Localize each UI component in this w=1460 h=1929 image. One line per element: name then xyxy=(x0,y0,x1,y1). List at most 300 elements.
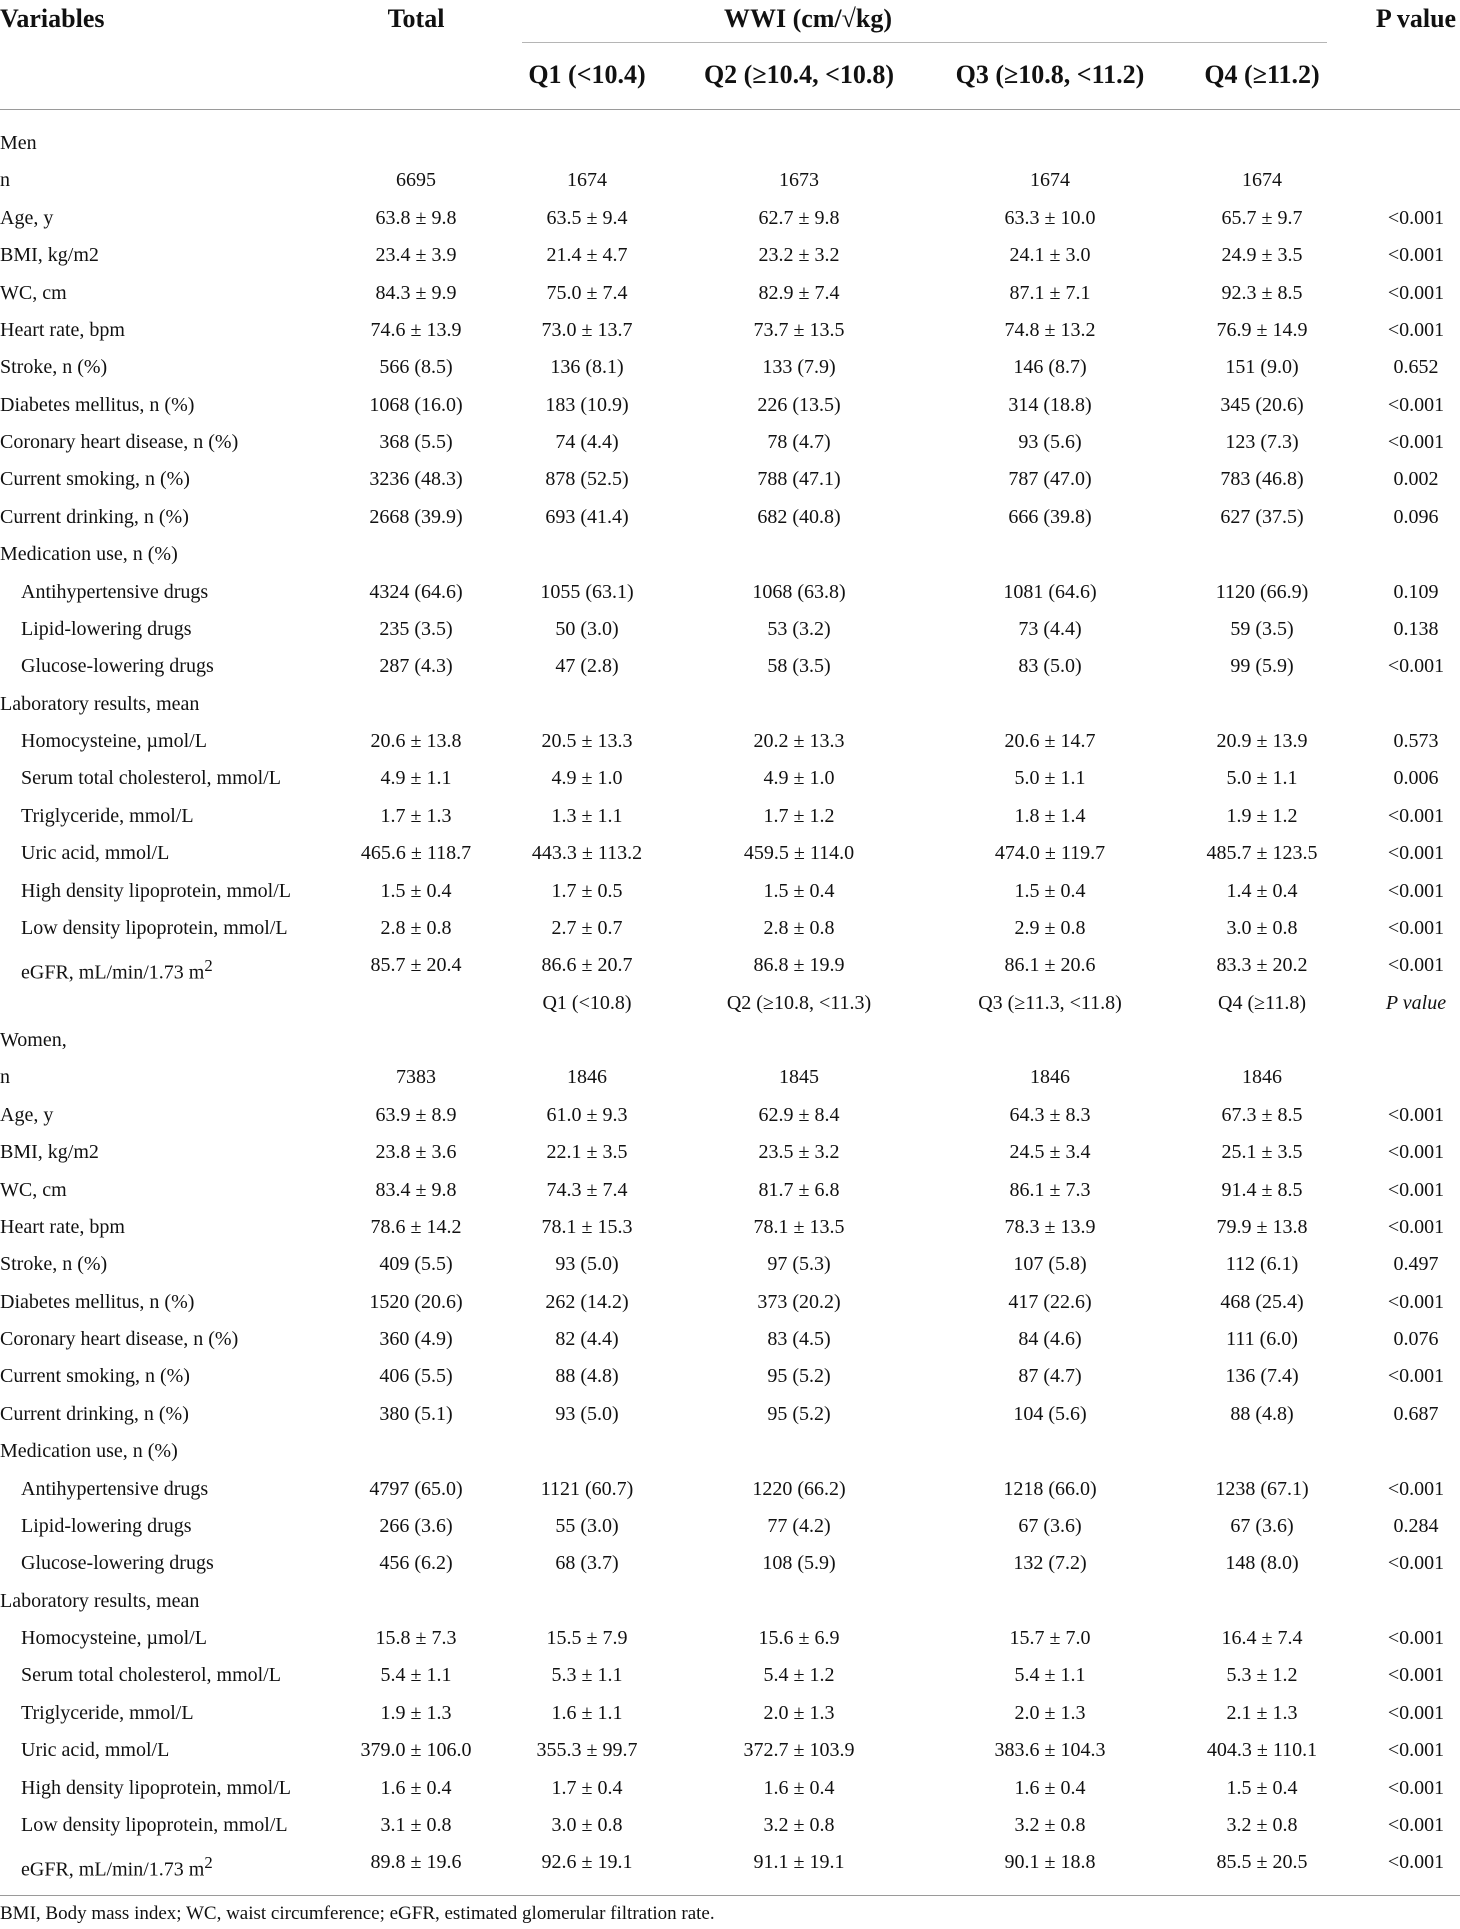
cell-q3: 3.2 ± 0.8 xyxy=(1014,1813,1086,1836)
cell-q4: 91.4 ± 8.5 xyxy=(1221,1178,1303,1201)
cell-q3: 1.6 ± 0.4 xyxy=(1014,1776,1086,1799)
bottom-rule xyxy=(0,1895,1460,1896)
cell-total: 83.4 ± 9.8 xyxy=(375,1178,457,1201)
row-label xyxy=(0,1172,67,1209)
cell-q1: 82 (4.4) xyxy=(555,1328,619,1350)
cell-pvalue: <0.001 xyxy=(1387,804,1445,827)
cell-q4: 5.3 ± 1.2 xyxy=(1226,1664,1298,1687)
cell-q1: 73.0 ± 13.7 xyxy=(541,318,633,341)
cell-q1: 47 (2.8) xyxy=(555,655,619,678)
row-label-text: Current drinking, n (%) xyxy=(0,505,189,528)
cell-q2: Q2 (≥10.8, <11.3) xyxy=(726,991,872,1014)
row-label xyxy=(0,387,194,424)
cell-q3: 15.7 ± 7.0 xyxy=(1009,1627,1091,1649)
row-label-text: BMI, kg/m2 xyxy=(0,244,99,267)
cell-q2: 95 (5.2) xyxy=(767,1402,831,1425)
row-label xyxy=(0,1284,194,1321)
cell-q1: 74.3 ± 7.4 xyxy=(546,1178,628,1201)
row-label xyxy=(21,1732,169,1769)
row-label xyxy=(0,349,107,386)
cell-q2: 20.2 ± 13.3 xyxy=(753,730,845,752)
cell-q3: 787 (47.0) xyxy=(1008,468,1092,491)
row-label-text: Heart rate, bpm xyxy=(0,318,125,341)
row-label-text: n xyxy=(0,1066,10,1089)
section-row xyxy=(0,1022,1460,1059)
cell-q1: 136 (8.1) xyxy=(550,356,624,379)
cell-q2: 15.6 ± 6.9 xyxy=(758,1627,840,1649)
cell-q1: 2.7 ± 0.7 xyxy=(551,916,623,939)
cell-q2: 226 (13.5) xyxy=(757,393,841,416)
cell-q1: 78.1 ± 15.3 xyxy=(541,1215,633,1238)
cell-q3: 666 (39.8) xyxy=(1008,505,1092,528)
cell-q3: 87.1 ± 7.1 xyxy=(1009,281,1091,304)
cell-total: 465.6 ± 118.7 xyxy=(360,842,472,865)
cell-pvalue: 0.497 xyxy=(1393,1253,1439,1276)
cell-q4: 148 (8.0) xyxy=(1225,1552,1299,1575)
row-label xyxy=(0,499,189,536)
cell-q4: 468 (25.4) xyxy=(1220,1290,1304,1313)
cell-q2: 82.9 ± 7.4 xyxy=(758,281,840,304)
section-label: Women, xyxy=(0,1029,67,1051)
table-row xyxy=(0,760,1460,797)
row-label xyxy=(21,574,208,611)
cell-total: 2.8 ± 0.8 xyxy=(380,916,452,939)
table-row xyxy=(0,1358,1460,1395)
row-label-text: Diabetes mellitus, n (%) xyxy=(0,1290,195,1313)
cell-q3: 90.1 ± 18.8 xyxy=(1004,1851,1096,1874)
section-row xyxy=(0,1583,1460,1620)
table-row xyxy=(0,312,1460,349)
cell-q4: Q4 (≥11.8) xyxy=(1218,991,1306,1014)
cell-q3: 86.1 ± 7.3 xyxy=(1009,1178,1091,1201)
cell-q4: 3.0 ± 0.8 xyxy=(1226,916,1298,939)
cell-total: 1520 (20.6) xyxy=(369,1290,463,1313)
cell-total: 7383 xyxy=(396,1066,436,1089)
cell-q2: 1220 (66.2) xyxy=(752,1477,846,1500)
cell-q2: 23.5 ± 3.2 xyxy=(758,1141,840,1164)
cell-q3: 383.6 ± 104.3 xyxy=(994,1739,1106,1762)
table-row xyxy=(0,1695,1460,1732)
cell-q1: 355.3 ± 99.7 xyxy=(536,1739,638,1762)
cell-pvalue: <0.001 xyxy=(1387,1664,1445,1687)
cell-q3: 63.3 ± 10.0 xyxy=(1004,206,1096,229)
cell-q1: 1055 (63.1) xyxy=(540,580,634,603)
cell-total: 5.4 ± 1.1 xyxy=(380,1664,452,1687)
cell-pvalue: 0.076 xyxy=(1393,1328,1439,1350)
table-row xyxy=(0,1172,1460,1209)
cell-pvalue: 0.109 xyxy=(1393,580,1439,603)
cell-q2: 78.1 ± 13.5 xyxy=(753,1215,845,1238)
cell-pvalue: P value xyxy=(1385,991,1447,1014)
table-row xyxy=(0,723,1460,760)
cell-q4: 1.9 ± 1.2 xyxy=(1226,804,1298,827)
cell-pvalue: 0.652 xyxy=(1393,356,1439,379)
table-row xyxy=(0,947,1460,984)
cell-q1: 1846 xyxy=(567,1066,607,1089)
cell-q1: 74 (4.4) xyxy=(555,431,619,453)
section-row xyxy=(0,1433,1460,1470)
cell-q1: 1.7 ± 0.5 xyxy=(551,879,623,902)
cell-q1: 75.0 ± 7.4 xyxy=(546,281,628,304)
cell-q2: 91.1 ± 19.1 xyxy=(753,1851,845,1874)
row-label-text: BMI, kg/m2 xyxy=(0,1141,99,1164)
cell-total: 84.3 ± 9.9 xyxy=(375,281,457,304)
table-row xyxy=(0,349,1460,386)
section-label: Medication use, n (%) xyxy=(0,543,178,566)
cell-q2: 58 (3.5) xyxy=(767,655,831,678)
cell-pvalue: 0.573 xyxy=(1393,730,1439,752)
cell-q2: 1.7 ± 1.2 xyxy=(763,804,835,827)
cell-pvalue: <0.001 xyxy=(1387,655,1445,678)
cell-q3: 107 (5.8) xyxy=(1013,1253,1087,1276)
cell-total: 368 (5.5) xyxy=(379,431,453,453)
cell-total: 6695 xyxy=(396,169,436,192)
cell-q4: 92.3 ± 8.5 xyxy=(1221,281,1303,304)
cell-total: 1068 (16.0) xyxy=(369,393,463,416)
row-label-superscript: 2 xyxy=(204,956,213,976)
header-wwi: WWI (cm/√kg) xyxy=(723,4,893,33)
row-label-text: Age, y xyxy=(0,206,54,229)
row-label xyxy=(0,461,190,498)
cell-q2: 97 (5.3) xyxy=(767,1253,831,1276)
row-label xyxy=(21,648,214,685)
row-label xyxy=(0,1134,99,1171)
row-label-text: Current smoking, n (%) xyxy=(0,468,190,491)
cell-total: 20.6 ± 13.8 xyxy=(370,730,462,752)
cell-pvalue: <0.001 xyxy=(1387,1365,1445,1388)
cell-q4: 83.3 ± 20.2 xyxy=(1216,954,1308,977)
cell-q1: 1121 (60.7) xyxy=(540,1477,634,1500)
table-row xyxy=(0,574,1460,611)
row-label-text: Lipid-lowering drugs xyxy=(21,617,192,640)
cell-q4: 76.9 ± 14.9 xyxy=(1216,318,1308,341)
row-label xyxy=(21,873,291,910)
cell-q2: 2.8 ± 0.8 xyxy=(763,916,835,939)
cell-total: 380 (5.1) xyxy=(379,1402,453,1425)
cell-q3: 20.6 ± 14.7 xyxy=(1004,730,1096,752)
row-label-text: Diabetes mellitus, n (%) xyxy=(0,393,195,416)
row-label-text: eGFR, mL/min/1.73 m xyxy=(21,1858,205,1881)
cell-total: 23.8 ± 3.6 xyxy=(375,1141,457,1164)
cell-pvalue: <0.001 xyxy=(1387,318,1445,341)
cell-pvalue: <0.001 xyxy=(1387,1477,1445,1500)
row-label-text: Low density lipoprotein, mmol/L xyxy=(21,1813,288,1836)
cell-q3: Q3 (≥11.3, <11.8) xyxy=(978,991,1122,1014)
cell-total: 235 (3.5) xyxy=(379,617,453,640)
wwi-underline xyxy=(522,42,1327,43)
cell-q2: 1068 (63.8) xyxy=(752,580,846,603)
cell-q4: 1.4 ± 0.4 xyxy=(1226,879,1298,902)
table-row xyxy=(0,162,1460,199)
cell-total: 74.6 ± 13.9 xyxy=(370,318,462,341)
cell-total: 1.6 ± 0.4 xyxy=(380,1776,452,1799)
table-row xyxy=(0,1732,1460,1769)
row-label xyxy=(21,910,288,947)
row-label-text: Stroke, n (%) xyxy=(0,1253,108,1276)
table-row xyxy=(0,461,1460,498)
cell-q4: 20.9 ± 13.9 xyxy=(1216,730,1308,752)
table-row xyxy=(0,1246,1460,1283)
row-label-text: Antihypertensive drugs xyxy=(21,580,209,603)
cell-q1: 93 (5.0) xyxy=(555,1402,619,1425)
cell-q4: 5.0 ± 1.1 xyxy=(1226,767,1298,790)
footnote: BMI, Body mass index; WC, waist circumference; eGFR, estimated glomerular filtration rate. xyxy=(0,1903,715,1924)
row-label-text: Triglyceride, mmol/L xyxy=(21,1701,194,1724)
row-label xyxy=(21,1657,281,1694)
row-label-text: Homocysteine, µmol/L xyxy=(21,730,207,752)
table-row xyxy=(0,275,1460,312)
table-row xyxy=(0,1657,1460,1694)
cell-q3: 84 (4.6) xyxy=(1018,1328,1082,1350)
cell-q3: 74.8 ± 13.2 xyxy=(1004,318,1096,341)
row-label-text: WC, cm xyxy=(0,1178,67,1201)
table-row xyxy=(0,1059,1460,1096)
cell-pvalue: <0.001 xyxy=(1387,879,1445,902)
row-label xyxy=(21,723,207,760)
row-label-text: Uric acid, mmol/L xyxy=(21,1739,170,1762)
table-row xyxy=(0,387,1460,424)
header-total: Total xyxy=(387,4,445,33)
row-label-text: Lipid-lowering drugs xyxy=(21,1514,192,1537)
cell-q3: 64.3 ± 8.3 xyxy=(1009,1103,1091,1126)
header-q2: Q2 (≥10.4, <10.8) xyxy=(703,60,895,89)
cell-q1: 61.0 ± 9.3 xyxy=(546,1103,628,1126)
header-rule xyxy=(0,109,1460,110)
cell-pvalue: <0.001 xyxy=(1387,1776,1445,1799)
row-label-text: High density lipoprotein, mmol/L xyxy=(21,879,291,902)
cell-q1: 63.5 ± 9.4 xyxy=(546,206,628,229)
table-row xyxy=(0,798,1460,835)
table-row xyxy=(0,611,1460,648)
row-label xyxy=(0,1059,10,1096)
cell-q4: 1674 xyxy=(1242,169,1282,192)
cell-total: 406 (5.5) xyxy=(379,1365,453,1388)
cell-q1: 1674 xyxy=(567,169,607,192)
cell-pvalue: <0.001 xyxy=(1387,1851,1445,1874)
cell-q4: 136 (7.4) xyxy=(1225,1365,1299,1388)
row-label xyxy=(21,1508,192,1545)
cell-total: 63.9 ± 8.9 xyxy=(375,1103,457,1126)
cell-pvalue: <0.001 xyxy=(1387,1701,1445,1724)
cell-total: 3236 (48.3) xyxy=(369,468,463,491)
cell-pvalue: <0.001 xyxy=(1387,1290,1445,1313)
row-label-text: Homocysteine, µmol/L xyxy=(21,1627,207,1649)
cell-q3: 146 (8.7) xyxy=(1013,356,1087,379)
row-label-text: Glucose-lowering drugs xyxy=(21,1552,214,1575)
cell-q4: 65.7 ± 9.7 xyxy=(1221,206,1303,229)
table-row xyxy=(0,1844,1460,1881)
table-row xyxy=(0,1807,1460,1844)
section-label: Laboratory results, mean xyxy=(0,692,200,715)
table-row xyxy=(0,648,1460,685)
cell-q4: 2.1 ± 1.3 xyxy=(1226,1701,1298,1724)
cell-q1: 86.6 ± 20.7 xyxy=(541,954,633,977)
cell-q4: 345 (20.6) xyxy=(1220,393,1304,416)
table-row xyxy=(0,835,1460,872)
cell-q4: 1238 (67.1) xyxy=(1215,1477,1309,1500)
cell-q2: 1.6 ± 0.4 xyxy=(763,1776,835,1799)
row-label xyxy=(21,611,192,648)
cell-q2: 53 (3.2) xyxy=(767,617,831,640)
cell-total: 3.1 ± 0.8 xyxy=(380,1813,452,1836)
cell-total: 1.5 ± 0.4 xyxy=(380,879,452,902)
cell-q2: 373 (20.2) xyxy=(757,1290,841,1313)
row-label xyxy=(0,1246,107,1283)
cell-q1: 20.5 ± 13.3 xyxy=(541,730,633,752)
cell-q3: 1081 (64.6) xyxy=(1003,580,1097,603)
cell-total: 360 (4.9) xyxy=(379,1328,453,1350)
cell-q3: 83 (5.0) xyxy=(1018,655,1082,678)
row-label-text: Low density lipoprotein, mmol/L xyxy=(21,916,288,939)
cell-q2: 788 (47.1) xyxy=(757,468,841,491)
section-label: Medication use, n (%) xyxy=(0,1440,178,1463)
row-label-text: Current smoking, n (%) xyxy=(0,1365,190,1388)
section-row xyxy=(0,125,1460,162)
cell-q4: 79.9 ± 13.8 xyxy=(1216,1215,1308,1238)
cell-total: 4.9 ± 1.1 xyxy=(380,767,452,790)
cell-q1: 443.3 ± 113.2 xyxy=(531,842,643,865)
section-label: Men xyxy=(0,132,37,154)
cell-q3: 24.1 ± 3.0 xyxy=(1009,244,1091,267)
row-label-text: WC, cm xyxy=(0,281,67,304)
cell-q3: 5.0 ± 1.1 xyxy=(1014,767,1086,790)
cell-q1: 878 (52.5) xyxy=(545,468,629,491)
cell-q2: 62.9 ± 8.4 xyxy=(758,1103,840,1126)
cell-q2: 77 (4.2) xyxy=(767,1514,831,1537)
cell-q1: 693 (41.4) xyxy=(545,505,629,528)
cell-q2: 1673 xyxy=(779,169,819,192)
table-row xyxy=(0,873,1460,910)
table-row xyxy=(0,1508,1460,1545)
cell-q1: 5.3 ± 1.1 xyxy=(551,1664,623,1687)
cell-q1: 22.1 ± 3.5 xyxy=(546,1141,628,1164)
row-label-text: Coronary heart disease, n (%) xyxy=(0,431,239,453)
cell-q3: 104 (5.6) xyxy=(1013,1402,1087,1425)
cell-pvalue: 0.687 xyxy=(1393,1402,1439,1425)
cell-q1: 1.6 ± 1.1 xyxy=(551,1701,623,1724)
cell-q3: 1674 xyxy=(1030,169,1070,192)
table-row xyxy=(0,1134,1460,1171)
row-label xyxy=(0,275,67,312)
cell-q3: 87 (4.7) xyxy=(1018,1365,1082,1388)
table-row xyxy=(0,1620,1460,1657)
cell-pvalue: 0.284 xyxy=(1393,1514,1439,1537)
cell-q4: 123 (7.3) xyxy=(1225,431,1299,453)
cell-pvalue: <0.001 xyxy=(1387,431,1445,453)
cell-q2: 5.4 ± 1.2 xyxy=(763,1664,835,1687)
row-label xyxy=(21,1545,214,1582)
section-row xyxy=(0,536,1460,573)
row-label xyxy=(21,1807,288,1844)
cell-q4: 112 (6.1) xyxy=(1225,1253,1299,1276)
cell-q1: 55 (3.0) xyxy=(555,1514,619,1537)
cell-q1: 15.5 ± 7.9 xyxy=(546,1627,628,1649)
header-q4: Q4 (≥11.2) xyxy=(1204,60,1320,89)
row-label-text: Serum total cholesterol, mmol/L xyxy=(21,1664,281,1687)
row-label-text: Age, y xyxy=(0,1103,54,1126)
cell-q2: 108 (5.9) xyxy=(762,1552,836,1575)
cell-pvalue: 0.138 xyxy=(1393,617,1439,640)
table-row xyxy=(0,1321,1460,1358)
header-q1: Q1 (<10.4) xyxy=(528,60,646,89)
cell-pvalue: 0.002 xyxy=(1393,468,1439,491)
cell-q2: 3.2 ± 0.8 xyxy=(763,1813,835,1836)
cell-q3: 314 (18.8) xyxy=(1008,393,1092,416)
row-label-text: Glucose-lowering drugs xyxy=(21,655,214,678)
table-row xyxy=(0,200,1460,237)
cell-q4: 85.5 ± 20.5 xyxy=(1216,1851,1308,1874)
table-row xyxy=(0,1097,1460,1134)
row-label xyxy=(0,312,125,349)
row-label-text: Coronary heart disease, n (%) xyxy=(0,1328,239,1350)
cell-q4: 67.3 ± 8.5 xyxy=(1221,1103,1303,1126)
cell-pvalue: <0.001 xyxy=(1387,954,1445,977)
cell-pvalue: <0.001 xyxy=(1387,393,1445,416)
cell-q4: 3.2 ± 0.8 xyxy=(1226,1813,1298,1836)
cell-q1: 1.7 ± 0.4 xyxy=(551,1776,623,1799)
cell-q4: 59 (3.5) xyxy=(1230,617,1294,640)
row-label xyxy=(21,1844,213,1889)
cell-pvalue: <0.001 xyxy=(1387,1813,1445,1836)
cell-q1: 21.4 ± 4.7 xyxy=(546,244,628,267)
section-label: Laboratory results, mean xyxy=(0,1589,200,1612)
table-row xyxy=(0,1396,1460,1433)
cell-total: 287 (4.3) xyxy=(379,655,453,678)
table-row xyxy=(0,1284,1460,1321)
cell-q3: 417 (22.6) xyxy=(1008,1290,1092,1313)
row-label xyxy=(0,1358,190,1395)
cell-q4: 1.5 ± 0.4 xyxy=(1226,1776,1298,1799)
table-row xyxy=(0,499,1460,536)
cell-q3: 86.1 ± 20.6 xyxy=(1004,954,1096,977)
row-label xyxy=(21,760,281,797)
cell-q2: 83 (4.5) xyxy=(767,1328,831,1350)
row-label xyxy=(0,424,238,461)
row-label-text: Antihypertensive drugs xyxy=(21,1477,209,1500)
cell-q2: 86.8 ± 19.9 xyxy=(753,954,845,977)
cell-total: 1.7 ± 1.3 xyxy=(380,804,452,827)
cell-pvalue: <0.001 xyxy=(1387,1178,1445,1201)
women-subheader-row xyxy=(0,985,1460,1022)
row-label xyxy=(0,1396,189,1433)
cell-q4: 25.1 ± 3.5 xyxy=(1221,1141,1303,1164)
cell-q4: 485.7 ± 123.5 xyxy=(1206,842,1318,865)
cell-pvalue: <0.001 xyxy=(1387,1141,1445,1164)
cell-q1: 93 (5.0) xyxy=(555,1253,619,1276)
cell-q3: 474.0 ± 119.7 xyxy=(994,842,1106,865)
row-label-text: Uric acid, mmol/L xyxy=(21,842,170,865)
cell-q4: 88 (4.8) xyxy=(1230,1402,1294,1425)
row-label-text: Current drinking, n (%) xyxy=(0,1402,189,1425)
cell-q3: 24.5 ± 3.4 xyxy=(1009,1141,1091,1164)
cell-q4: 627 (37.5) xyxy=(1220,505,1304,528)
cell-q3: 93 (5.6) xyxy=(1018,431,1082,453)
cell-q3: 67 (3.6) xyxy=(1018,1514,1082,1537)
cell-q3: 78.3 ± 13.9 xyxy=(1004,1215,1096,1238)
cell-q4: 783 (46.8) xyxy=(1220,468,1304,491)
table-row xyxy=(0,237,1460,274)
cell-q2: 95 (5.2) xyxy=(767,1365,831,1388)
cell-total: 409 (5.5) xyxy=(379,1253,453,1276)
cell-q4: 111 (6.0) xyxy=(1226,1328,1298,1350)
cell-q4: 151 (9.0) xyxy=(1225,356,1299,379)
cell-q3: 1.5 ± 0.4 xyxy=(1014,879,1086,902)
row-label xyxy=(21,798,194,835)
cell-q2: 81.7 ± 6.8 xyxy=(758,1178,840,1201)
cell-q2: 1.5 ± 0.4 xyxy=(763,879,835,902)
row-label xyxy=(0,1209,125,1246)
table-row xyxy=(0,1471,1460,1508)
